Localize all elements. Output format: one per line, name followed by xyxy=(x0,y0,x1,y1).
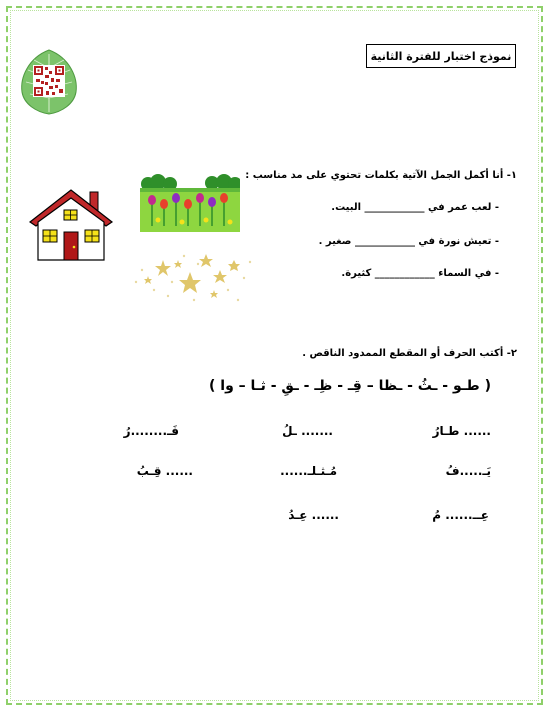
q2-item-2: ....... ـلُ xyxy=(282,424,333,438)
q1-line-1: - لعب عمر في ____________ البيت. xyxy=(331,202,499,213)
q2-item-4: يَـ.....فُ xyxy=(445,464,491,478)
exam-title xyxy=(366,44,516,68)
exam-title-text: نموذج اختبار للفترة الثانية xyxy=(370,49,512,63)
q2-item-7: عِــ...... مُ xyxy=(432,508,489,522)
q1-heading: ١- أنا أكمل الجمل الآتية بكلمات تحتوي على مد مناسب : xyxy=(245,170,517,181)
house-icon xyxy=(28,186,114,262)
tulip-garden-icon xyxy=(140,170,240,232)
q2-item-1: ...... طـارُ xyxy=(432,424,491,438)
leaf-qr-icon xyxy=(18,48,80,116)
q2-item-3: فَـ........رُ xyxy=(123,424,179,438)
q2-options: ( طـو - ـثُ - ـظا – قِـ - ظِـ - ـقِ - ثـا – وا ) xyxy=(209,378,491,394)
q2-heading: ٢- أكتب الحرف أو المقطع الممدود الناقص . xyxy=(302,348,517,359)
q2-item-6: ...... قِـبُ xyxy=(136,464,193,478)
stars-icon xyxy=(128,250,258,306)
q1-line-2: - تعيش نورة في ____________ صغير . xyxy=(318,236,499,247)
q1-line-3: - في السماء ____________ كثيرة. xyxy=(341,268,499,279)
q2-item-5: مُـثـلـ...... xyxy=(280,464,337,478)
q2-item-8: ...... عِـدُ xyxy=(288,508,339,522)
